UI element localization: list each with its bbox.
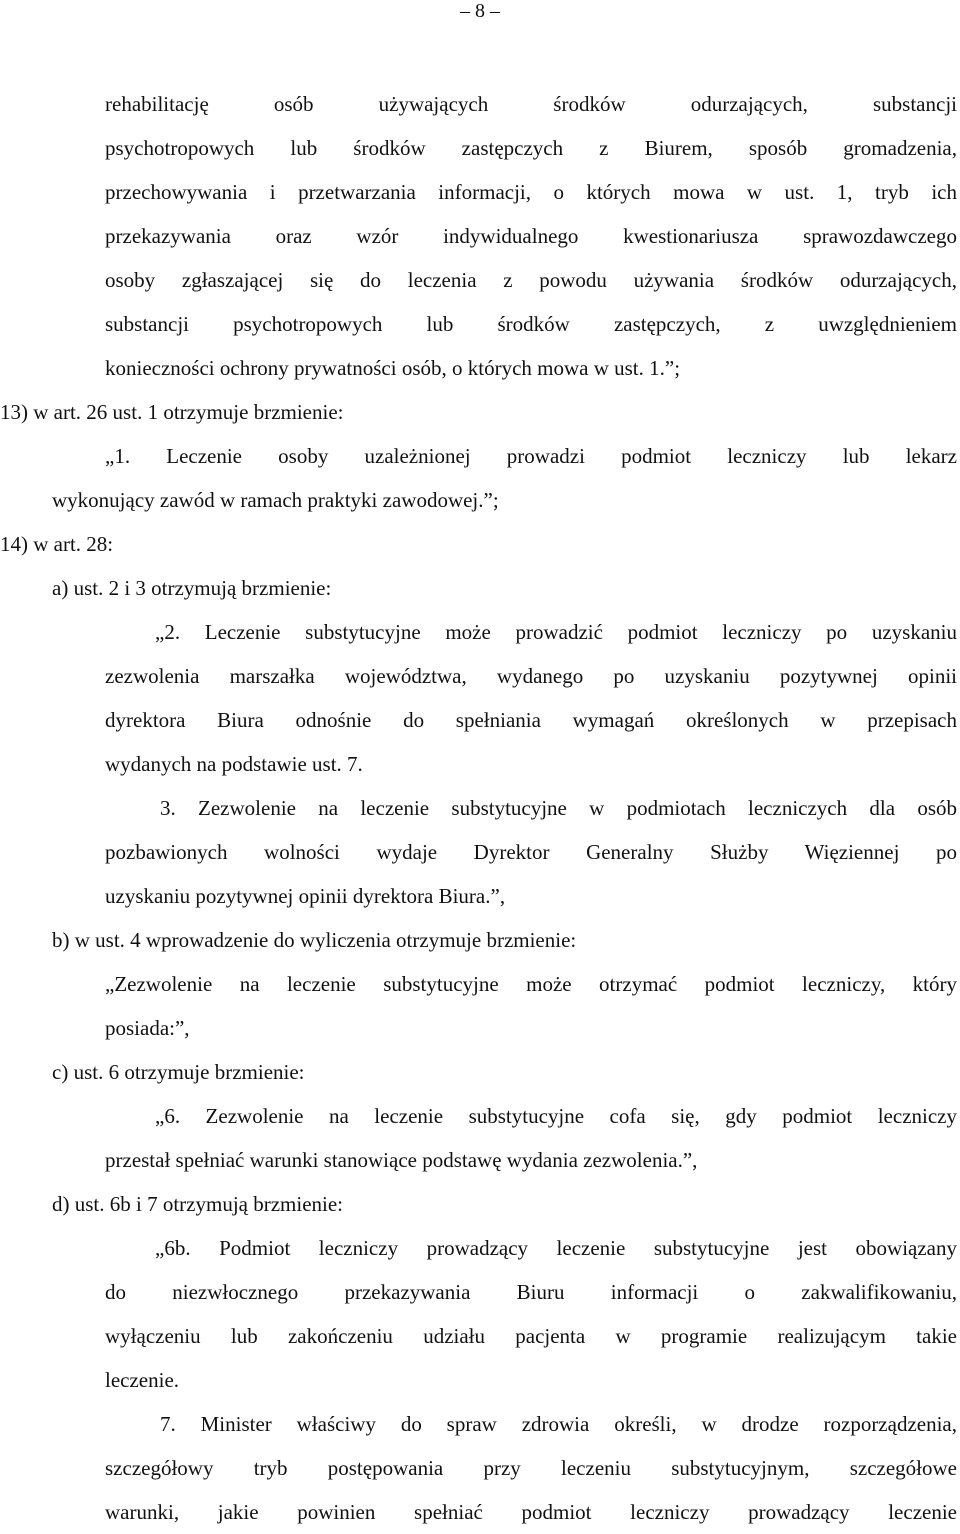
text-line: szczegółowy tryb postępowania przy leczeniu substytucyjnym, szczegółowe [105,1456,957,1480]
text-line: warunki, jakie powinien spełniać podmiot leczniczy prowadzący leczenie [105,1500,957,1524]
text-line: konieczności ochrony prywatności osób, o których mowa w ust. 1.”; [105,356,681,380]
text-line: przechowywania i przetwarzania informacji, o których mowa w ust. 1, tryb ich [105,180,957,204]
text-line: zezwolenia marszałka województwa, wydanego po uzyskaniu pozytywnej opinii [105,664,957,688]
amendment-letter-d: d) ust. 6b i 7 otrzymują brzmienie: [52,1192,344,1216]
amendment-letter-c: c) ust. 6 otrzymuje brzmienie: [52,1060,305,1084]
text-line: pozbawionych wolności wydaje Dyrektor Generalny Służby Więziennej po [105,840,957,864]
amendment-letter-a: a) ust. 2 i 3 otrzymują brzmienie: [52,576,332,600]
text-line: posiada:”, [105,1016,190,1040]
text-line: substancji psychotropowych lub środków zastępczych, z uwzględnieniem [105,312,957,336]
text-line: „6b. Podmiot leczniczy prowadzący leczenie substytucyjne jest obowiązany [155,1236,957,1260]
text-line: „6. Zezwolenie na leczenie substytucyjne cofa się, gdy podmiot leczniczy [155,1104,957,1128]
text-line: rehabilitację osób używających środków odurzających, substancji [105,92,957,116]
text-line: wydanych na podstawie ust. 7. [105,752,363,776]
text-line: przekazywania oraz wzór indywidualnego kwestionariusza sprawozdawczego [105,224,957,248]
text-line: „Zezwolenie na leczenie substytucyjne może otrzymać podmiot leczniczy, który [105,972,957,996]
text-line: osoby zgłaszającej się do leczenia z powodu używania środków odurzających, [105,268,957,292]
text-line: „1. Leczenie osoby uzależnionej prowadzi podmiot leczniczy lub lekarz [105,444,957,468]
text-line: 7. Minister właściwy do spraw zdrowia określi, w drodze rozporządzenia, [160,1412,957,1436]
text-line: do niezwłocznego przekazywania Biuru informacji o zakwalifikowaniu, [105,1280,957,1304]
page-number: – 8 – [460,0,500,22]
text-line: 3. Zezwolenie na leczenie substytucyjne w podmiotach leczniczych dla osób [160,796,957,820]
amendment-point-14: 14) w art. 28: [0,532,114,556]
amendment-letter-b: b) w ust. 4 wprowadzenie do wyliczenia otrzymuje brzmienie: [52,928,577,952]
text-line: leczenie. [105,1368,180,1392]
text-line: wyłączeniu lub zakończeniu udziału pacjenta w programie realizującym takie [105,1324,957,1348]
text-line: „2. Leczenie substytucyjne może prowadzić podmiot leczniczy po uzyskaniu [155,620,957,644]
text-line: wykonujący zawód w ramach praktyki zawodowej.”; [52,488,499,512]
text-line: uzyskaniu pozytywnej opinii dyrektora Biura.”, [105,884,506,908]
text-line: psychotropowych lub środków zastępczych z Biurem, sposób gromadzenia, [105,136,957,160]
text-line: dyrektora Biura odnośnie do spełniania wymagań określonych w przepisach [105,708,957,732]
text-line: przestał spełniać warunki stanowiące podstawę wydania zezwolenia.”, [105,1148,698,1172]
amendment-point-13: 13) w art. 26 ust. 1 otrzymuje brzmienie: [0,400,344,424]
